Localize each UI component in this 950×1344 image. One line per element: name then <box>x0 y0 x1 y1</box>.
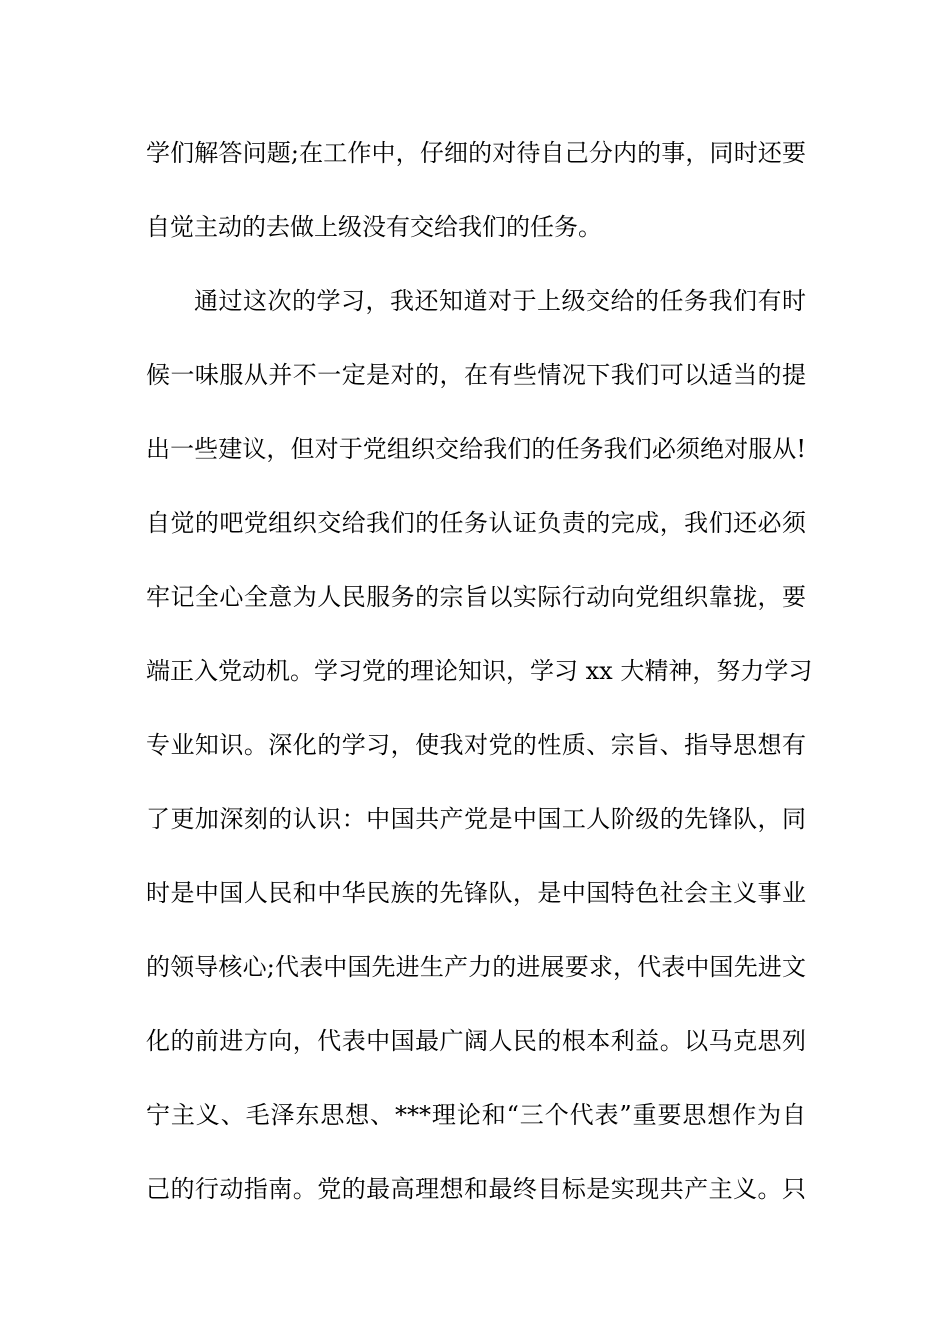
text-line: 牢记全心全意为人民服务的宗旨以实际行动向党组织靠拢，要 <box>146 583 806 611</box>
text-line: 的领导核心;代表中国先进生产力的进展要求，代表中国先进文 <box>146 953 806 981</box>
text-line: 专业知识。深化的学习，使我对党的性质、宗旨、指导思想有 <box>146 731 806 759</box>
text-line: 宁主义、毛泽东思想、***理论和“三个代表”重要思想作为自 <box>146 1101 806 1129</box>
text-line: 自觉的吧党组织交给我们的任务认证负责的完成，我们还必须 <box>146 509 806 537</box>
text-line: 了更加深刻的认识：中国共产党是中国工人阶级的先锋队，同 <box>146 805 806 833</box>
text-line: 时是中国人民和中华民族的先锋队，是中国特色社会主义事业 <box>146 879 806 907</box>
text-line: 端正入党动机。学习党的理论知识，学习 xx 大精神，努力学习 <box>146 657 813 685</box>
text-line: 化的前进方向，代表中国最广阔人民的根本利益。以马克思列 <box>146 1027 806 1055</box>
text-line: 候一味服从并不一定是对的，在有些情况下我们可以适当的提 <box>146 361 806 389</box>
text-line: 出一些建议，但对于党组织交给我们的任务我们必须绝对服从! <box>146 435 806 463</box>
text-line: 通过这次的学习，我还知道对于上级交给的任务我们有时 <box>194 287 806 315</box>
text-line: 学们解答问题;在工作中，仔细的对待自己分内的事，同时还要 <box>146 139 806 167</box>
text-line: 自觉主动的去做上级没有交给我们的任务。 <box>146 213 602 241</box>
text-line: 己的行动指南。党的最高理想和最终目标是实现共产主义。只 <box>146 1175 806 1203</box>
